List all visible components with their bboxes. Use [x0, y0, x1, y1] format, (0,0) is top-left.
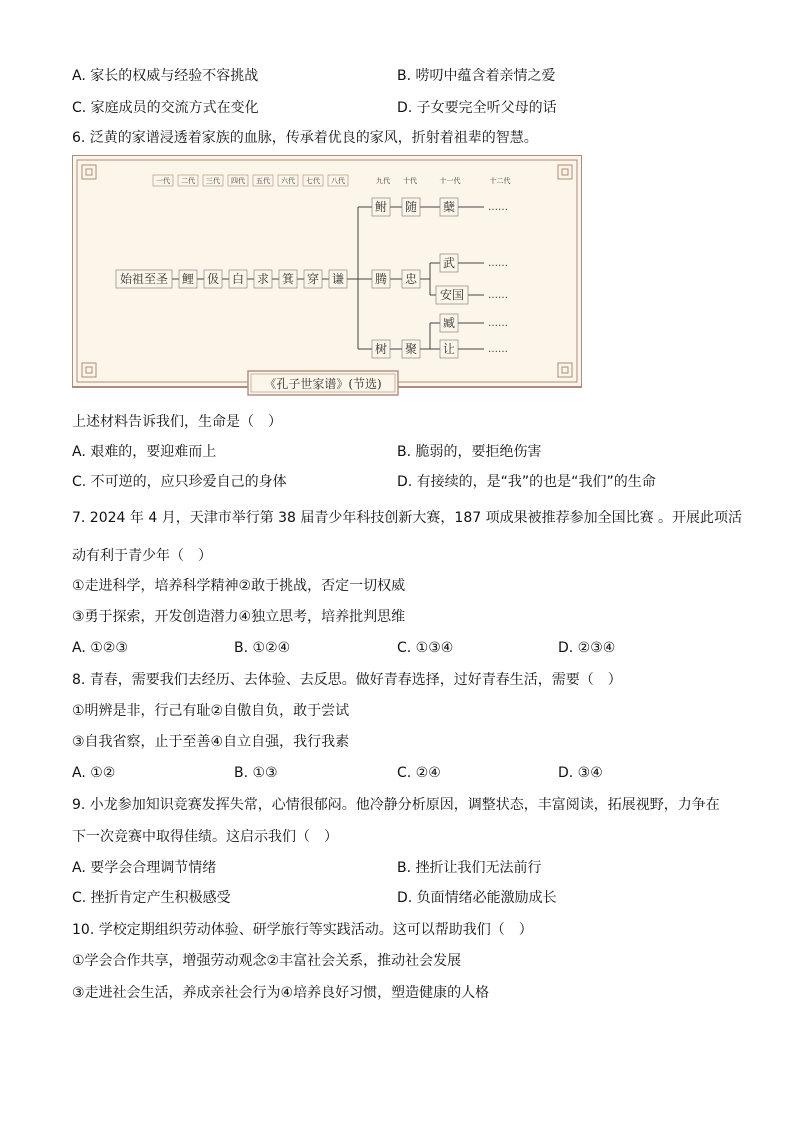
name-b1-g10: 随	[404, 200, 418, 214]
name-g2: 鲤	[181, 272, 195, 286]
name-g7: 穿	[306, 272, 320, 286]
q5-option-c: C. 家庭成员的交流方式在变化	[72, 100, 259, 116]
q8-option-b: B. ①③	[234, 765, 278, 781]
q5-option-a: A. 家长的权威与经验不容挑战	[72, 68, 259, 84]
gen-4: 四代	[231, 177, 245, 185]
gen-7: 七代	[306, 177, 320, 185]
gen-9: 九代	[376, 177, 390, 185]
gen-11: 十一代	[439, 177, 461, 185]
q7-stem-line2: 动有利于青少年（ ）	[72, 548, 212, 564]
name-g5: 求	[256, 272, 270, 286]
q8-items-line1: ①明辨是非，行己有耻②自傲自负，敢于尝试	[72, 703, 350, 719]
q7-items-line1: ①走进科学，培养科学精神②敢于挑战，否定一切权威	[72, 578, 406, 594]
q8-option-d: D. ③④	[558, 765, 603, 781]
ellipsis-4: ……	[488, 318, 508, 329]
q9-stem-line1: 9. 小龙参加知识竞赛发挥失常，心情很郁闷。他冷静分析原因，调整状态，丰富阅读，拓展视野，力争在	[72, 797, 720, 813]
gen-1: 一代	[156, 177, 170, 185]
family-tree-figure	[72, 155, 582, 399]
ellipsis-5: ……	[488, 344, 508, 355]
name-b3-g11a: 臧	[442, 316, 456, 330]
ellipsis-1: ……	[488, 202, 508, 213]
gen-10: 十代	[403, 177, 417, 185]
name-b3-g10: 聚	[404, 342, 418, 356]
q9-option-c: C. 挫折肯定产生积极感受	[72, 890, 231, 906]
name-b2-g10: 忠	[404, 272, 418, 286]
name-b2-g9: 腾	[374, 272, 388, 286]
q10-items-line2: ③走进社会生活，养成亲社会行为④培养良好习惯，塑造健康的人格	[72, 985, 490, 1001]
gen-8: 八代	[331, 177, 345, 185]
q6-option-a: A. 艰难的，要迎难而上	[72, 444, 217, 460]
gen-12: 十二代	[489, 177, 511, 185]
q8-items-line2: ③自我省察，止于至善④自立自强，我行我素	[72, 734, 350, 750]
q7-option-d: D. ②③④	[558, 640, 616, 656]
name-b3-g11b: 让	[442, 342, 456, 356]
q10-stem: 10. 学校定期组织劳动体验、研学旅行等实践活动。这可以帮助我们（ ）	[72, 922, 533, 938]
name-b2-g11b: 安国	[439, 288, 465, 302]
q9-option-b: B. 挫折让我们无法前行	[397, 860, 542, 876]
q6-option-b: B. 脆弱的，要拒绝伤害	[397, 444, 542, 460]
figure-caption: 《孔子世家谱》(节选)	[264, 377, 382, 391]
q9-stem-line2: 下一次竞赛中取得佳绩。这启示我们（ ）	[72, 829, 338, 845]
q7-items-line2: ③勇于探索，开发创造潜力④独立思考，培养批判思维	[72, 609, 406, 625]
q10-items-line1: ①学会合作共享，增强劳动观念②丰富社会关系，推动社会发展	[72, 953, 462, 969]
name-b2-g11a: 武	[442, 256, 456, 270]
name-g6: 箕	[281, 272, 295, 286]
q8-option-c: C. ②④	[397, 765, 441, 781]
q7-option-a: A. ①②③	[72, 640, 128, 656]
q6-question: 上述材料告诉我们，生命是（ ）	[72, 414, 282, 430]
name-b1-g9: 鲋	[374, 200, 388, 214]
q8-stem: 8. 青春，需要我们去经历、去体验、去反思。做好青春选择，过好青春生活，需要（ ）	[72, 672, 622, 688]
name-b3-g9: 树	[374, 342, 388, 356]
name-g4: 白	[231, 272, 245, 286]
gen-2: 二代	[181, 177, 195, 185]
q7-stem-line1: 7. 2024 年 4 月，天津市举行第 38 届青少年科技创新大赛，187 项成果被推荐参加全国比赛 。开展此项活	[72, 510, 743, 526]
ellipsis-2: ……	[488, 258, 508, 269]
q9-option-d: D. 负面情绪必能激励成长	[397, 890, 557, 906]
name-g3: 伋	[206, 272, 220, 286]
q6-option-c: C. 不可逆的，应只珍爱自己的身体	[72, 474, 287, 490]
gen-3: 三代	[206, 177, 220, 185]
gen-5: 五代	[256, 177, 270, 185]
q5-option-b: B. 唠叨中蕴含着亲情之爱	[397, 68, 556, 84]
name-g1: 始祖至圣	[119, 272, 169, 286]
q7-option-b: B. ①②④	[234, 640, 291, 656]
q5-option-d: D. 子女要完全听父母的话	[397, 100, 557, 116]
ellipsis-3: ……	[488, 290, 508, 301]
name-b1-g11: 蘖	[442, 200, 456, 214]
name-g8: 谦	[331, 272, 345, 286]
q9-option-a: A. 要学会合理调节情绪	[72, 860, 217, 876]
q7-option-c: C. ①③④	[397, 640, 454, 656]
gen-6: 六代	[281, 177, 295, 185]
q6-stem: 6. 泛黄的家谱浸透着家族的血脉，传承着优良的家风，折射着祖辈的智慧。	[72, 130, 538, 146]
q8-option-a: A. ①②	[72, 765, 116, 781]
q6-option-d: D. 有接续的，是“我”的也是“我们”的生命	[397, 474, 656, 490]
